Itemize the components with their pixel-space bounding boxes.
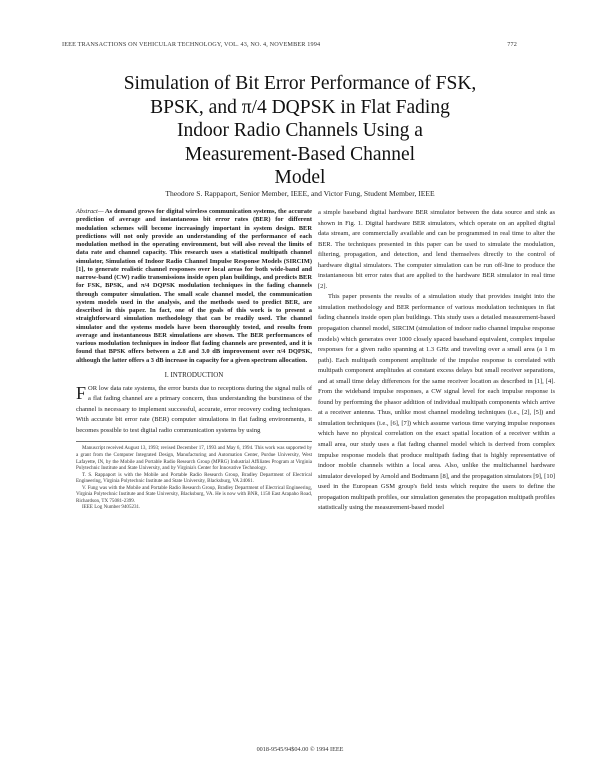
abstract-text: As demand grows for digital wireless communication systems, the accurate prediction of average and instantaneous bit error rates (BER) for different modulation schemes will become increasingly important in system design. BER predictions will not only provide an understanding of the performance of each modulation method in the operating environment, but will also reveal the limits of data rate and channel capacity. This research uses a statistical multipath channel simulator, Simulation of Indoor Radio Channel Impulse Response Models (SIRCIM) [1], to generate realistic channel responses over local areas for both wide-band and narrow-band (CW) radio transmissions inside open plan buildings, and predicts BER for FSK, BPSK, and π/4 DQPSK modulation techniques in the fading channels through computer simulation. The small scale channel model, the communication system models used in the analysis, and the methods used to predict BER, are described in this paper. In fact, one of the goals of this work is to present a straightforward simulation methodology that can be readily used. The channel simulator and the systems models have been thoroughly tested, and results from average and instantaneous BER simulations are shown. The BER performances of various modulation techniques in indoor flat fading channels are presented, and it is found that BPSK offers between a 2.8 and 3.0 dB improvement over π/4 DQPSK, although the latter offers a 3 dB increase in capacity for a given spectrum allocation. bbox=[76, 208, 312, 364]
drop-cap: F bbox=[76, 382, 87, 403]
author-line: Theodore S. Rappaport, Senior Member, IEEE, and Victor Fung, Student Member, IEEE bbox=[165, 189, 435, 198]
footnote: Manuscript received August 13, 1993; revised December 17, 1993 and May 6, 1994. This work was supported by a grant from the Computer Integrated Design, Manufacturing and Automation Center, Purdue University, West Lafayette, IN, by the Mobile and Portable Radio Research Group (MPRG) Industrial Affiliates Program at Virginia Polytechnic Institute and State University, and by Virginia's Center for Innovative Technology. bbox=[76, 445, 312, 472]
footnote: T. S. Rappaport is with the Mobile and Portable Radio Research Group, Bradley Department of Electrical Engineering, Virginia Polytechnic Institute and State University, Blacksburg, VA 24061. bbox=[76, 471, 312, 485]
left-column bbox=[76, 208, 312, 511]
section-heading: I. INTRODUCTION bbox=[164, 370, 224, 379]
right-column bbox=[318, 208, 555, 514]
title-line: Simulation of Bit Error Performance of FSK, bbox=[123, 73, 477, 94]
abstract-label: Abstract— bbox=[76, 208, 104, 215]
title-line: Indoor Radio Channels Using a bbox=[177, 120, 423, 141]
copyright-line: 0018-9545/94$04.00 © 1994 IEEE bbox=[256, 746, 344, 753]
title-line: Measurement-Based Channel bbox=[184, 143, 416, 165]
footnote-divider bbox=[76, 441, 312, 442]
title-line: BPSK, and π/4 DQPSK in Flat Fading bbox=[150, 96, 450, 118]
title-line: Model bbox=[274, 167, 326, 188]
footnote: IEEE Log Number 9405231. bbox=[82, 504, 141, 511]
running-head bbox=[62, 41, 517, 48]
abstract bbox=[76, 208, 312, 365]
body-paragraph: a simple baseband digital hardware BER simulator between the data source and sink as shown in Fig. 1. Digital hardware BER simulators, which operate on an applied digital data stream, are commercially available and can be programmed in real time to alter the BER. The techniques presented in this paper can be used to simulate the modulation, filtering, propagation, and detection, and lend themselves directly to the control of hardware digital simulators. The computer simulation can be run off-line to produce the instantaneous bit error rates that are applied to the hardware BER simulator in real time [2]. bbox=[318, 209, 555, 290]
intro-text: OR low data rate systems, the error bursts due to receptions during the signal nulls of a flat fading channel are a primary concern, thus understanding the burstiness of the channel is necessary to implement successful, accurate, error recovery coding techniques. With accurate bit error rate (BER) computer simulations in flat fading environments, it becomes possible to test digital radio communication systems by using bbox=[76, 384, 312, 434]
page-number: 772 bbox=[507, 41, 517, 48]
intro-paragraph bbox=[76, 384, 312, 437]
body-paragraph: This paper presents the results of a simulation study that provides insight into the simulation methodology and BER performance of various modulation techniques in flat fading channels inside open plan buildings. This study uses a detailed measurement-based propagation channel model, SIRCIM (simulation of indoor radio channel impulse response models) which generates over 1000 closely spaced baseband equivalent, complex impulse responses for a given radio spanning at 1.3 GHz and traveling over a small area (a 1 m path). Each multipath component amplitude of the impulse response is correlated with multipath component amplitudes at constant excess delays but small receiver separations, and at small time delay differences for the same receiver location as described in [1], [4]. From the wideband impulse responses, a CW signal level for each impulse response is found by performing the phasor addition of individual multipath components which arrive at a receiver antenna. Thus, unlike most channel modeling techniques (i.e., [2], [5]) and simulation techniques (i.e., [6], [7]) which assume various time varying impulse responses which have no physical correlation on the exact spatial location of a receiver within a small area, our study uses a flat fading channel model which is derived from complex impulse response models that produce multipath fading that is highly representative of indoor mobile channels within a local area. Also, unlike the multichannel hardware simulator developed by Arnold and Bodtmann [8], and the propagation simulators [9], [10] used in the European GSM group's field tests which require the users to define the propagation multipath profiles, our simulation generates the propagation multipath profiles statistically using the measurement-based model bbox=[318, 293, 555, 512]
paper-title bbox=[0, 72, 600, 190]
journal-header: IEEE TRANSACTIONS ON VEHICULAR TECHNOLOGY, VOL. 43, NO. 4, NOVEMBER 1994 bbox=[62, 41, 321, 48]
footnote: V. Fung was with the Mobile and Portable Radio Research Group, Bradley Department of Electrical Engineering, Virginia Polytechnic Institute and State University, Blacksburg, VA. He is now with BNR, 1150 East Arapaho Road, Richardson, TX 75081-2399. bbox=[76, 484, 312, 504]
